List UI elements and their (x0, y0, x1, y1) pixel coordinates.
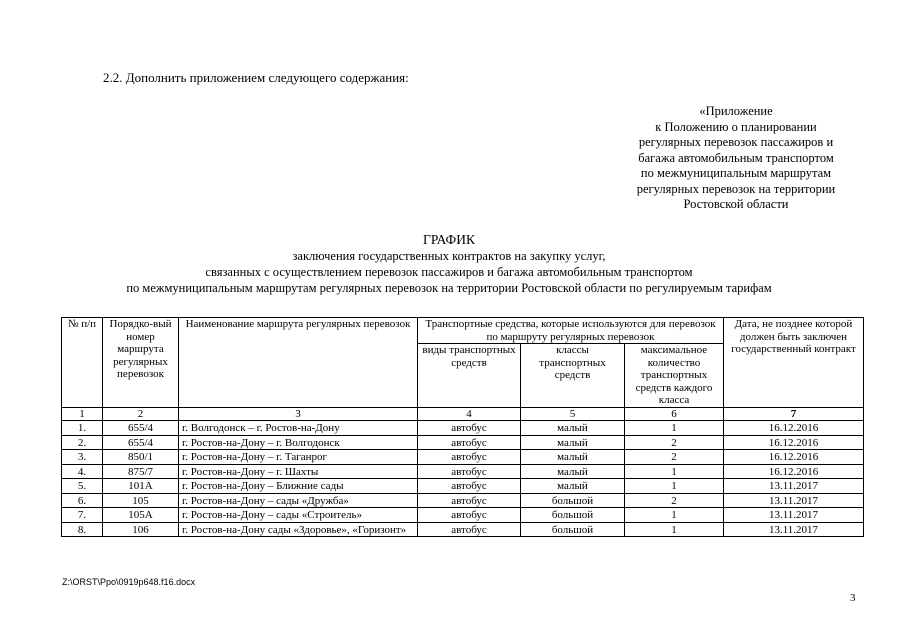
route-number: 105А (103, 508, 179, 523)
table-row (62, 479, 864, 494)
vehicle-type: автобус (418, 464, 521, 479)
header-route-name: Наименование маршрута регулярных перевозок (179, 318, 418, 408)
row-number: 8. (62, 522, 103, 537)
row-number: 4. (62, 464, 103, 479)
col-number: 3 (179, 407, 418, 421)
vehicle-quantity: 2 (625, 450, 724, 465)
intro-text: 2.2. Дополнить приложением следующего содержания: (103, 70, 409, 85)
table-row (62, 508, 864, 523)
row-number: 2. (62, 435, 103, 450)
contract-date: 16.12.2016 (724, 450, 864, 465)
vehicle-class: малый (521, 421, 625, 436)
vehicle-type: автобус (418, 508, 521, 523)
vehicle-quantity: 1 (625, 508, 724, 523)
col-number: 5 (521, 407, 625, 421)
vehicle-type: автобус (418, 493, 521, 508)
contract-date: 13.11.2017 (724, 493, 864, 508)
table-row (62, 435, 864, 450)
route-name: г. Волгодонск – г. Ростов-на-Дону (179, 421, 418, 436)
vehicle-type: автобус (418, 479, 521, 494)
row-number: 7. (62, 508, 103, 523)
route-name: г. Ростов-на-Дону сады «Здоровье», «Горизонт» (179, 522, 418, 537)
schedule-subtitle-line: заключения государственных контрактов на закупку услуг, (292, 249, 606, 263)
contract-date: 16.12.2016 (724, 435, 864, 450)
vehicle-quantity: 1 (625, 421, 724, 436)
vehicle-type: автобус (418, 435, 521, 450)
appendix-note (590, 104, 882, 213)
col-number: 6 (625, 407, 724, 421)
vehicle-class: малый (521, 450, 625, 465)
header-row (62, 318, 864, 344)
route-number: 655/4 (103, 421, 179, 436)
appendix-line: регулярных перевозок на территории (636, 181, 836, 196)
row-number: 6. (62, 493, 103, 508)
vehicle-class: большой (521, 508, 625, 523)
vehicle-class: малый (521, 479, 625, 494)
route-number: 850/1 (103, 450, 179, 465)
appendix-line: «Приложение (699, 104, 773, 118)
vehicle-quantity: 1 (625, 522, 724, 537)
appendix-line: Ростовской области (683, 197, 789, 211)
contract-date: 16.12.2016 (724, 464, 864, 479)
vehicle-class: малый (521, 435, 625, 450)
vehicle-quantity: 2 (625, 493, 724, 508)
col-number: 7 (724, 407, 864, 421)
route-name: г. Ростов-на-Дону – сады «Дружба» (179, 493, 418, 508)
route-number: 101А (103, 479, 179, 494)
contract-date: 16.12.2016 (724, 421, 864, 436)
vehicle-quantity: 1 (625, 464, 724, 479)
vehicle-type: автобус (418, 421, 521, 436)
col-number: 4 (418, 407, 521, 421)
column-number-row (62, 407, 864, 421)
route-number: 655/4 (103, 435, 179, 450)
vehicle-quantity: 1 (625, 479, 724, 494)
route-number: 875/7 (103, 464, 179, 479)
route-number: 106 (103, 522, 179, 537)
vehicle-class: малый (521, 464, 625, 479)
table-row (62, 450, 864, 465)
header-types: виды транспортных средств (418, 344, 521, 408)
vehicle-type: автобус (418, 450, 521, 465)
contract-date: 13.11.2017 (724, 508, 864, 523)
row-number: 3. (62, 450, 103, 465)
route-name: г. Ростов-на-Дону – г. Таганрог (179, 450, 418, 465)
schedule-title (40, 232, 858, 296)
vehicle-class: большой (521, 522, 625, 537)
header-classes: классы транспортных средств (521, 344, 625, 408)
vehicle-class: большой (521, 493, 625, 508)
appendix-line: регулярных перевозок пассажиров и (638, 135, 834, 149)
schedule-table (61, 317, 864, 537)
appendix-line: багажа автомобильным транспортом (638, 150, 834, 165)
file-path: Z:\ORST\Ppo\0919p648.f16.docx (62, 577, 196, 587)
route-name: г. Ростов-на-Дону – сады «Строитель» (179, 508, 418, 523)
appendix-line: по межмуниципальным маршрутам (640, 166, 832, 180)
header-route-no: Порядко-вый номер маршрута регулярных перевозок (103, 318, 179, 408)
vehicle-quantity: 2 (625, 435, 724, 450)
route-name: г. Ростов-на-Дону – Ближние сады (179, 479, 418, 494)
table-row (62, 464, 864, 479)
col-number: 2 (103, 407, 179, 421)
header-date: Дата, не позднее которой должен быть заключен государственный контракт (724, 318, 864, 408)
row-number: 1. (62, 421, 103, 436)
vehicle-type: автобус (418, 522, 521, 537)
table-row (62, 421, 864, 436)
col-number: 1 (62, 407, 103, 421)
schedule-subtitle-line: по межмуниципальным маршрутам регулярных перевозок на территории Ростовской области по регулируемым тарифам (126, 281, 772, 295)
row-number: 5. (62, 479, 103, 494)
table-row (62, 493, 864, 508)
header-vehicles: Транспортные средства, которые используются для перевозок по маршруту регулярных перевозок (418, 318, 724, 344)
route-name: г. Ростов-на-Дону – г. Волгодонск (179, 435, 418, 450)
contract-date: 13.11.2017 (724, 522, 864, 537)
schedule-subtitle-line: связанных с осуществлением перевозок пассажиров и багажа автомобильным транспортом (205, 265, 693, 279)
header-max-qty: максимальное количество транспортных средств каждого класса (625, 344, 724, 408)
table-row (62, 522, 864, 537)
contract-date: 13.11.2017 (724, 479, 864, 494)
appendix-line: к Положению о планировании (655, 119, 817, 134)
schedule-heading: ГРАФИК (423, 232, 475, 247)
page-number: 3 (850, 592, 856, 604)
route-number: 105 (103, 493, 179, 508)
route-name: г. Ростов-на-Дону – г. Шахты (179, 464, 418, 479)
header-num: № п/п (62, 318, 103, 408)
